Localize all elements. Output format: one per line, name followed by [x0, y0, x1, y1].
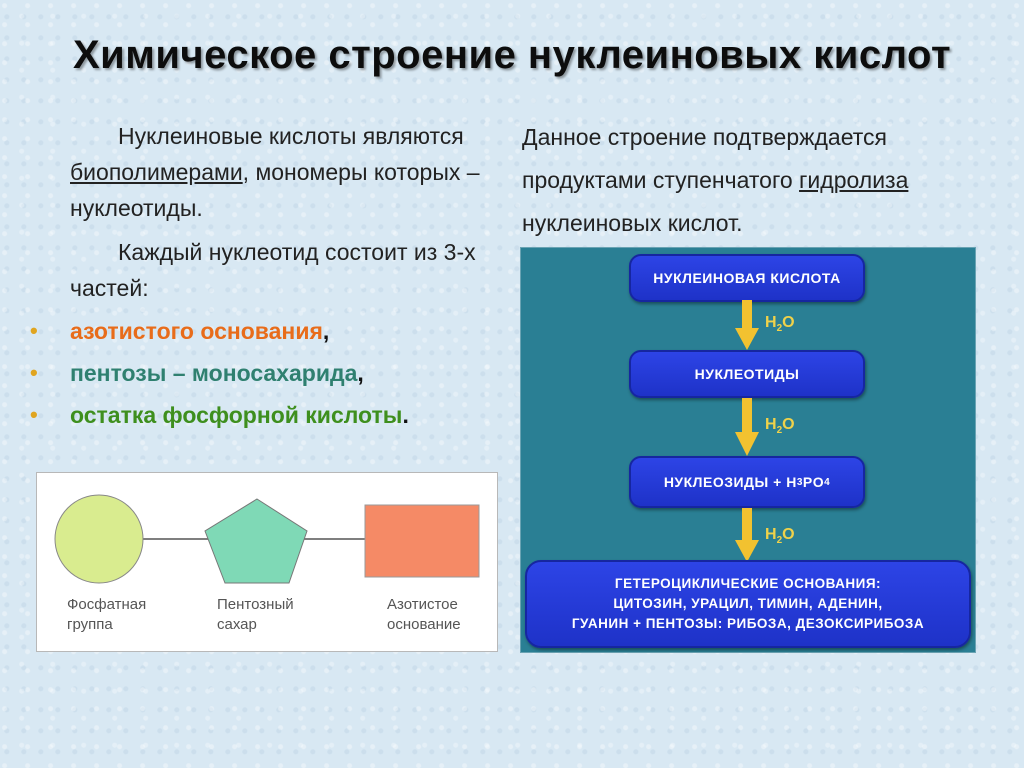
water-h: H — [765, 416, 777, 433]
sugar-label-1: Пентозный — [217, 596, 294, 613]
phosphate-circle — [55, 495, 143, 583]
final-products-step — [525, 560, 971, 648]
water-sub: 2 — [776, 535, 783, 547]
intro-paragraph — [70, 118, 490, 226]
phosphate-label-2: группа — [67, 616, 113, 633]
arrow-shape — [735, 300, 759, 350]
water-label-2 — [765, 416, 795, 436]
hydrolysis-link[interactable]: гидролиза — [799, 167, 909, 193]
h3-sub: 3 — [796, 476, 803, 488]
parts-list — [30, 310, 490, 436]
final-line-1: ГЕТЕРОЦИКЛИЧЕСКИЕ ОСНОВАНИЯ: — [614, 576, 882, 591]
list-item-pentose — [30, 352, 490, 394]
arrow-down-icon — [735, 398, 759, 456]
water-h: H — [765, 526, 777, 543]
intro-text-a: Нуклеиновые кислоты являются — [118, 123, 464, 149]
phosphate-label-1: Фосфатная — [67, 596, 147, 613]
arrow-down-icon — [735, 300, 759, 350]
intro-text-b: , мономеры которых – нуклеотиды. — [70, 159, 480, 221]
slide-title: Химическое строение нуклеиновых кислот — [72, 33, 952, 77]
sugar-label-2: сахар — [217, 616, 257, 633]
list-item-nitrogen-base — [30, 310, 490, 352]
water-o: O — [782, 416, 795, 433]
biopolymers-link[interactable]: биополимерами — [70, 159, 243, 185]
final-line-2: ЦИТОЗИН, УРАЦИЛ, ТИМИН, АДЕНИН, — [613, 596, 883, 611]
pentose-text: пентозы – моносахарида — [70, 360, 358, 386]
base-label-1: Азотистое — [387, 596, 458, 613]
water-sub: 2 — [776, 425, 783, 437]
nucleotides-step: НУКЛЕОТИДЫ — [629, 350, 865, 398]
nitrogen-base-suffix: , — [322, 318, 330, 344]
pentose-suffix: , — [357, 360, 364, 386]
arrow-down-icon — [735, 508, 759, 562]
water-sub: 2 — [776, 323, 783, 335]
hydrolysis-flow-diagram — [520, 247, 976, 653]
list-item-phosphoric-acid — [30, 394, 490, 436]
pentose-pentagon — [205, 499, 307, 583]
po4-sub: 4 — [824, 476, 831, 488]
nitrogen-base-text: азотистого основания — [70, 318, 323, 344]
left-text-block — [70, 118, 490, 436]
nucleosides-step — [629, 456, 865, 508]
base-rectangle — [365, 505, 479, 577]
water-o: O — [782, 526, 795, 543]
nucleic-acid-step: НУКЛЕИНОВАЯ КИСЛОТА — [629, 254, 865, 302]
water-h: H — [765, 314, 777, 331]
parts-paragraph: Каждый нуклеотид состоит из 3-х частей: — [70, 239, 476, 301]
nucleotide-diagram — [36, 472, 498, 652]
water-label-1 — [765, 314, 795, 334]
po-text: PO — [802, 474, 825, 490]
nucleosides-text: НУКЛЕОЗИДЫ + H — [663, 474, 797, 490]
water-label-3 — [765, 526, 795, 546]
arrow-shape — [735, 508, 759, 562]
phosphoric-acid-suffix: . — [402, 402, 409, 428]
phosphoric-acid-text: остатка фосфорной кислоты — [70, 402, 403, 428]
base-label-2: основание — [387, 616, 461, 633]
right-text-block — [522, 116, 992, 245]
hydrolysis-text-a: Данное строение подтверждается продуктами ступенчатого — [522, 124, 887, 193]
water-o: O — [782, 314, 795, 331]
final-line-3: ГУАНИН + ПЕНТОЗЫ: РИБОЗА, ДЕЗОКСИРИБОЗА — [571, 616, 925, 631]
hydrolysis-text-b: нуклеиновых кислот. — [522, 210, 743, 236]
hydrolysis-paragraph — [522, 116, 992, 245]
nucleotide-svg — [37, 473, 497, 651]
arrow-shape — [735, 398, 759, 456]
